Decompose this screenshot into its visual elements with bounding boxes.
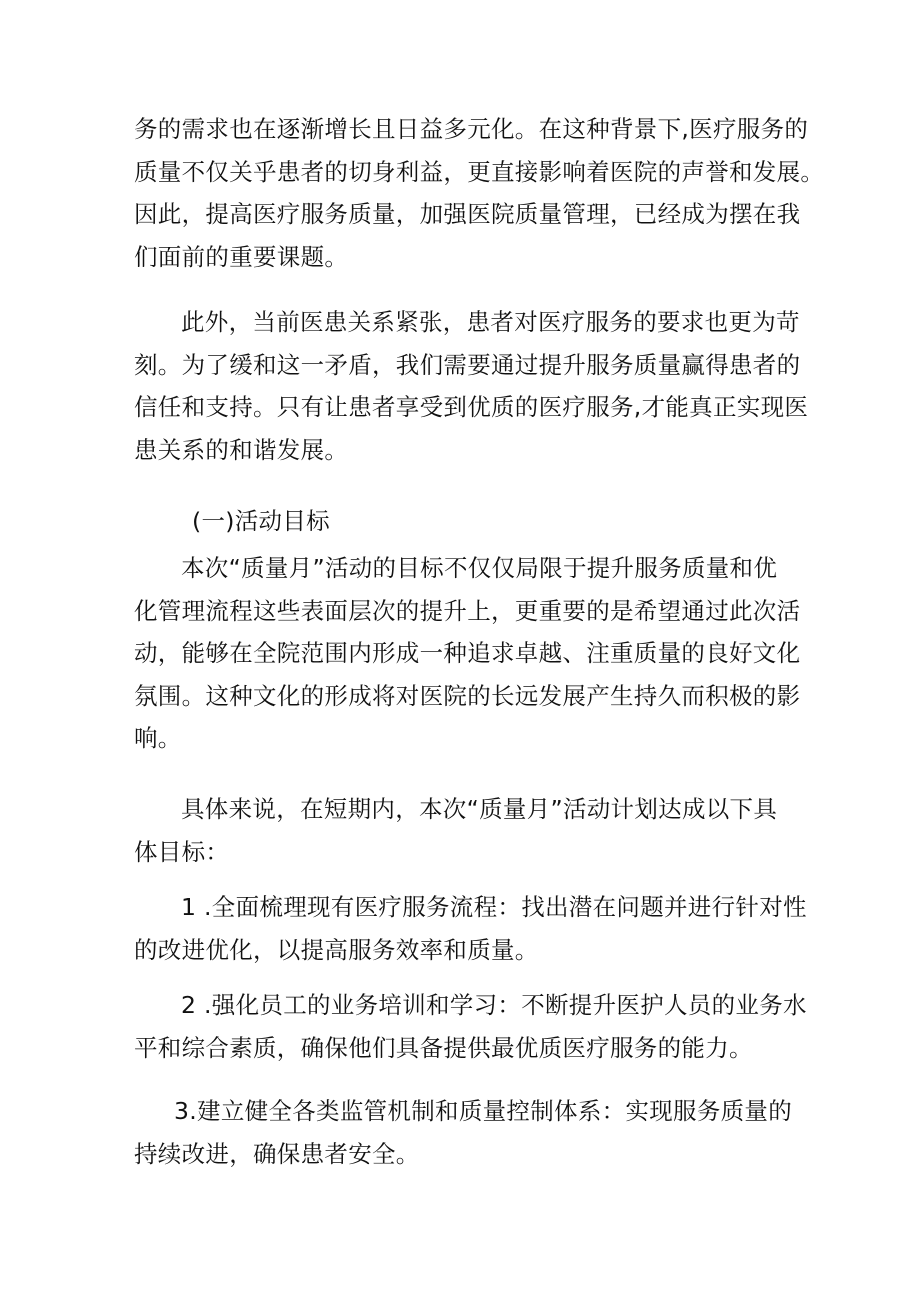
text-line: 2 .强化员工的业务培训和学习：不断提升医护人员的业务水	[181, 991, 807, 1019]
text-line: 平和综合素质，确保他们具备提供最优质医疗服务的能力。	[134, 1033, 753, 1062]
text-line: 刻。为了缓和这一矛盾，我们需要通过提升服务质量赢得患者的	[134, 350, 801, 379]
text-line: 务的需求也在逐渐增长且日益多元化。在这种背景下,医疗服务的	[134, 115, 809, 143]
text-line: 们面前的重要课题。	[134, 242, 349, 271]
text-line: 具体来说，在短期内，本次“质量月”活动计划达成以下具	[181, 795, 778, 823]
list-item-3	[134, 1090, 793, 1175]
text-line: 持续改进，确保患者安全。	[134, 1139, 420, 1168]
text-line: 质量不仅关乎患者的切身利益，更直接影响着医院的声誉和发展。	[134, 157, 825, 186]
text-line: 本次“质量月”活动的目标不仅仅局限于提升服务质量和优	[181, 554, 778, 582]
section-heading: (一)活动目标	[192, 507, 330, 535]
text-line: 1 .全面梳理现有医疗服务流程：找出潜在问题并进行针对性	[181, 893, 807, 921]
paragraph-activity-goal	[134, 547, 801, 760]
text-line: 患关系的和谐发展。	[134, 435, 349, 464]
text-line: 动，能够在全院范围内形成一种追求卓越、注重质量的良好文化	[134, 639, 801, 667]
text-line: 的改进优化，以提高服务效率和质量。	[134, 935, 539, 964]
paragraph-short-term	[134, 788, 790, 873]
text-line: 信任和支持。只有让患者享受到优质的医疗服务,才能真正实现医	[134, 393, 809, 421]
text-line: 响。	[134, 724, 182, 752]
list-item-1	[134, 886, 807, 971]
text-line: 体目标：	[134, 837, 230, 866]
list-item-2	[134, 984, 807, 1069]
text-line: 3.建立健全各类监管机制和质量控制体系：实现服务质量的	[174, 1097, 793, 1125]
paragraph-doctor-patient	[134, 301, 809, 471]
text-line: 氛围。这种文化的形成将对医院的长远发展产生持久而积极的影	[134, 681, 801, 710]
text-line: 此外，当前医患关系紧张，患者对医疗服务的要求也更为苛	[181, 308, 800, 336]
text-line: 化管理流程这些表面层次的提升上，更重要的是希望通过此次活	[134, 596, 801, 625]
paragraph-background	[134, 108, 825, 278]
text-line: 因此，提高医疗服务质量，加强医院质量管理，已经成为摆在我	[134, 200, 801, 228]
